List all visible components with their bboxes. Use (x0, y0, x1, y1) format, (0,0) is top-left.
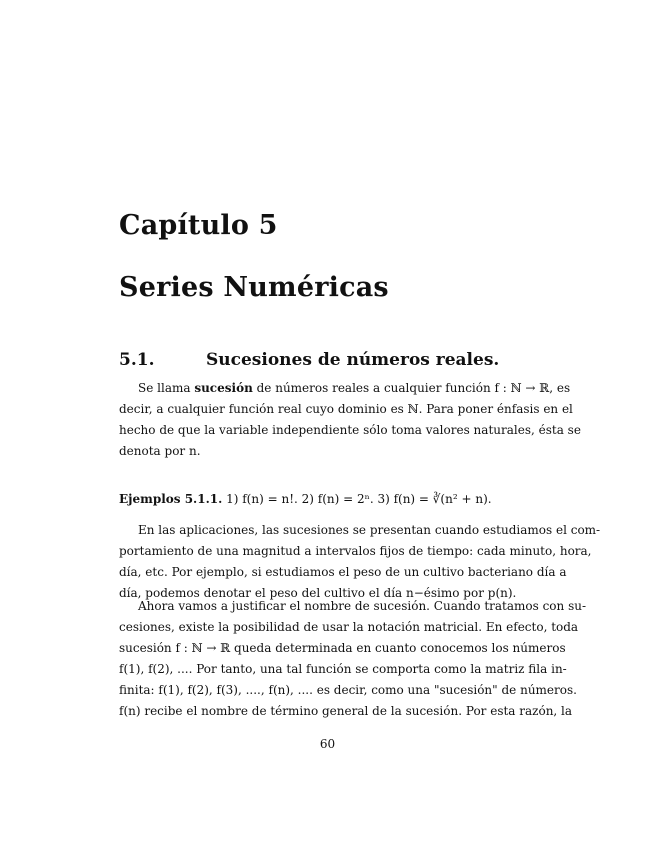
page-number: 60 (319, 737, 336, 751)
paragraph-line: día, etc. Por ejemplo, si estudiamos el peso de un cultivo bacteriano día a (119, 565, 567, 579)
paragraph-line (119, 378, 571, 399)
paragraph-line: día, podemos denotar el peso del cultivo el día n−ésimo por p(n). (119, 586, 517, 600)
paragraph-line: denota por n. (119, 444, 201, 458)
examples-label: Ejemplos 5.1.1. (119, 492, 223, 506)
section-heading (119, 350, 499, 370)
line-text: Se llama (138, 381, 195, 395)
paragraph-line: sucesión f : ℕ → ℝ queda determinada en cuanto conocemos los números (119, 641, 566, 655)
paragraph-line: portamiento de una magnitud a intervalos fijos de tiempo: cada minuto, hora, (119, 544, 592, 558)
examples-text: 1) f(n) = n!. 2) f(n) = 2ⁿ. 3) f(n) = ∛(n² + n). (222, 492, 492, 506)
section-title: Sucesiones de números reales. (206, 350, 500, 370)
section-number: 5.1. (119, 350, 155, 370)
paragraph-line: En las aplicaciones, las sucesiones se presentan cuando estudiamos el com- (138, 523, 601, 537)
notation-paragraph (119, 596, 587, 722)
definition-paragraph (119, 378, 581, 462)
paragraph-line: finita: f(1), f(2), f(3), ...., f(n), .... es decir, como una "sucesión" de números. (119, 683, 577, 697)
paragraph-line: cesiones, existe la posibilidad de usar la notación matricial. En efecto, toda (119, 620, 579, 634)
paragraph-line: Ahora vamos a justificar el nombre de sucesión. Cuando tratamos con su- (138, 599, 587, 613)
applications-paragraph (119, 520, 601, 604)
paragraph-line: hecho de que la variable independiente sólo toma valores naturales, ésta se (119, 423, 581, 437)
defined-term: sucesión (194, 381, 253, 395)
line-text: de números reales a cualquier función f : ℕ → ℝ, es (252, 381, 571, 395)
examples-paragraph (119, 489, 535, 510)
chapter-label: Capítulo 5 (119, 210, 278, 241)
paragraph-line: f(n) recibe el nombre de término general de la sucesión. Por esta razón, la (119, 704, 573, 718)
paragraph-line: f(1), f(2), .... Por tanto, una tal función se comporta como la matriz fila in- (119, 662, 567, 676)
example-line (119, 489, 535, 510)
paragraph-line: decir, a cualquier función real cuyo dominio es ℕ. Para poner énfasis en el (119, 402, 573, 416)
chapter-title: Series Numéricas (119, 272, 389, 303)
